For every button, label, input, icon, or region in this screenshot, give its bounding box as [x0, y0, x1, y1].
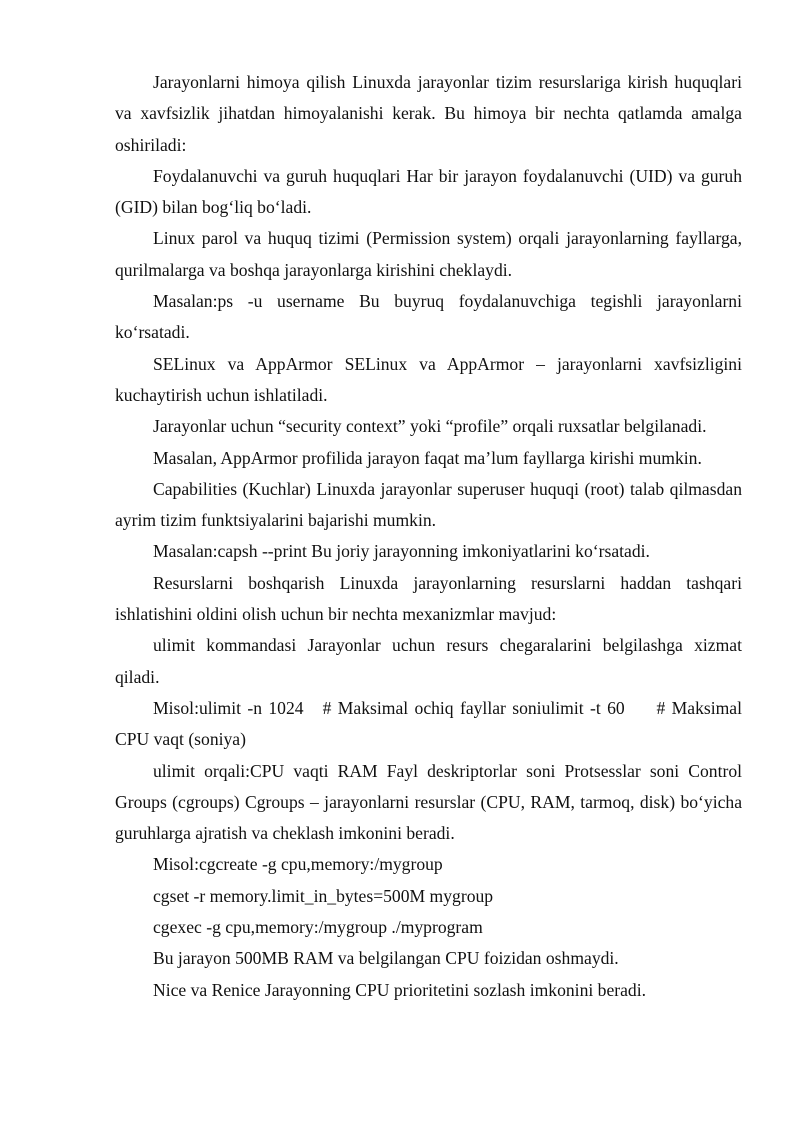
paragraph-resource-management: Resurslarni boshqarish Linuxda jarayonlarning resurslarni haddan tashqari ishlatishini oldini olish uchun bir nechta mexanizmlar mavjud: [115, 572, 747, 625]
paragraph-cgset-example: cgset -r memory.limit_in_bytes=500M mygroup [153, 885, 494, 906]
paragraph-cgcreate-example: Misol:cgcreate -g cpu,memory:/mygroup [153, 854, 443, 875]
paragraph-capabilities: Capabilities (Kuchlar) Linuxda jarayonlar superuser huquqi (root) talab qilmasdan ayrim tizim funktsiyalarini bajarishi mumkin. [115, 478, 747, 531]
paragraph-cgroups: ulimit orqali:CPU vaqti RAM Fayl deskriptorlar soni Protsesslar soni Control Groups (cgroups) Cgroups – jarayonlarni resurslar (CPU, RAM, tarmoq, disk) bo‘yicha guruhlarga ajratish va cheklash imkonini beradi. [115, 760, 747, 844]
paragraph-apparmor-example: Masalan, AppArmor profilida jarayon faqat ma’lum fayllarga kirishi mumkin. [153, 447, 702, 468]
paragraph-nice-renice: Nice va Renice Jarayonning CPU prioritetini sozlash imkonini beradi. [153, 979, 647, 1000]
paragraph-capsh-example: Masalan:capsh --print Bu joriy jarayonning imkoniyatlarini ko‘rsatadi. [153, 541, 650, 562]
paragraph-ps-example: Masalan:ps -u username Bu buyruq foydalanuvchiga tegishli jarayonlarni ko‘rsatadi. [115, 291, 747, 343]
document-page [115, 67, 747, 1006]
paragraph-ulimit: ulimit kommandasi Jarayonlar uchun resurs chegaralarini belgilashga xizmat qiladi. [115, 635, 747, 687]
paragraph-ulimit-example: Misol:ulimit -n 1024 # Maksimal ochiq fayllar soniulimit -t 60 # Maksimal CPU vaqt (soniya) [115, 697, 747, 750]
paragraph-limit-result: Bu jarayon 500MB RAM va belgilangan CPU foizidan oshmaydi. [153, 948, 619, 969]
paragraph-user-group-rights: Foydalanuvchi va guruh huquqlari Har bir jarayon foydalanuvchi (UID) va guruh (GID) bilan bog‘liq bo‘ladi. [115, 165, 747, 218]
paragraph-selinux-apparmor: SELinux va AppArmor SELinux va AppArmor – jarayonlarni xavfsizligini kuchaytirish uchun ishlatiladi. [115, 353, 747, 405]
paragraph-security-context: Jarayonlar uchun “security context” yoki “profile” orqali ruxsatlar belgilanadi. [153, 416, 707, 437]
paragraph-process-protection: Jarayonlarni himoya qilish Linuxda jarayonlar tizim resurslariga kirish huquqlari va xavfsizlik jihatdan himoyalanishi kerak. Bu himoya bir nechta qatlamda amalga oshiriladi: [115, 72, 747, 155]
paragraph-permission-system: Linux parol va huquq tizimi (Permission system) orqali jarayonlarning fayllarga, qurilmalarga va boshqa jarayonlarga kirishini cheklaydi. [115, 228, 747, 280]
paragraph-cgexec-example: cgexec -g cpu,memory:/mygroup ./myprogram [153, 917, 483, 938]
